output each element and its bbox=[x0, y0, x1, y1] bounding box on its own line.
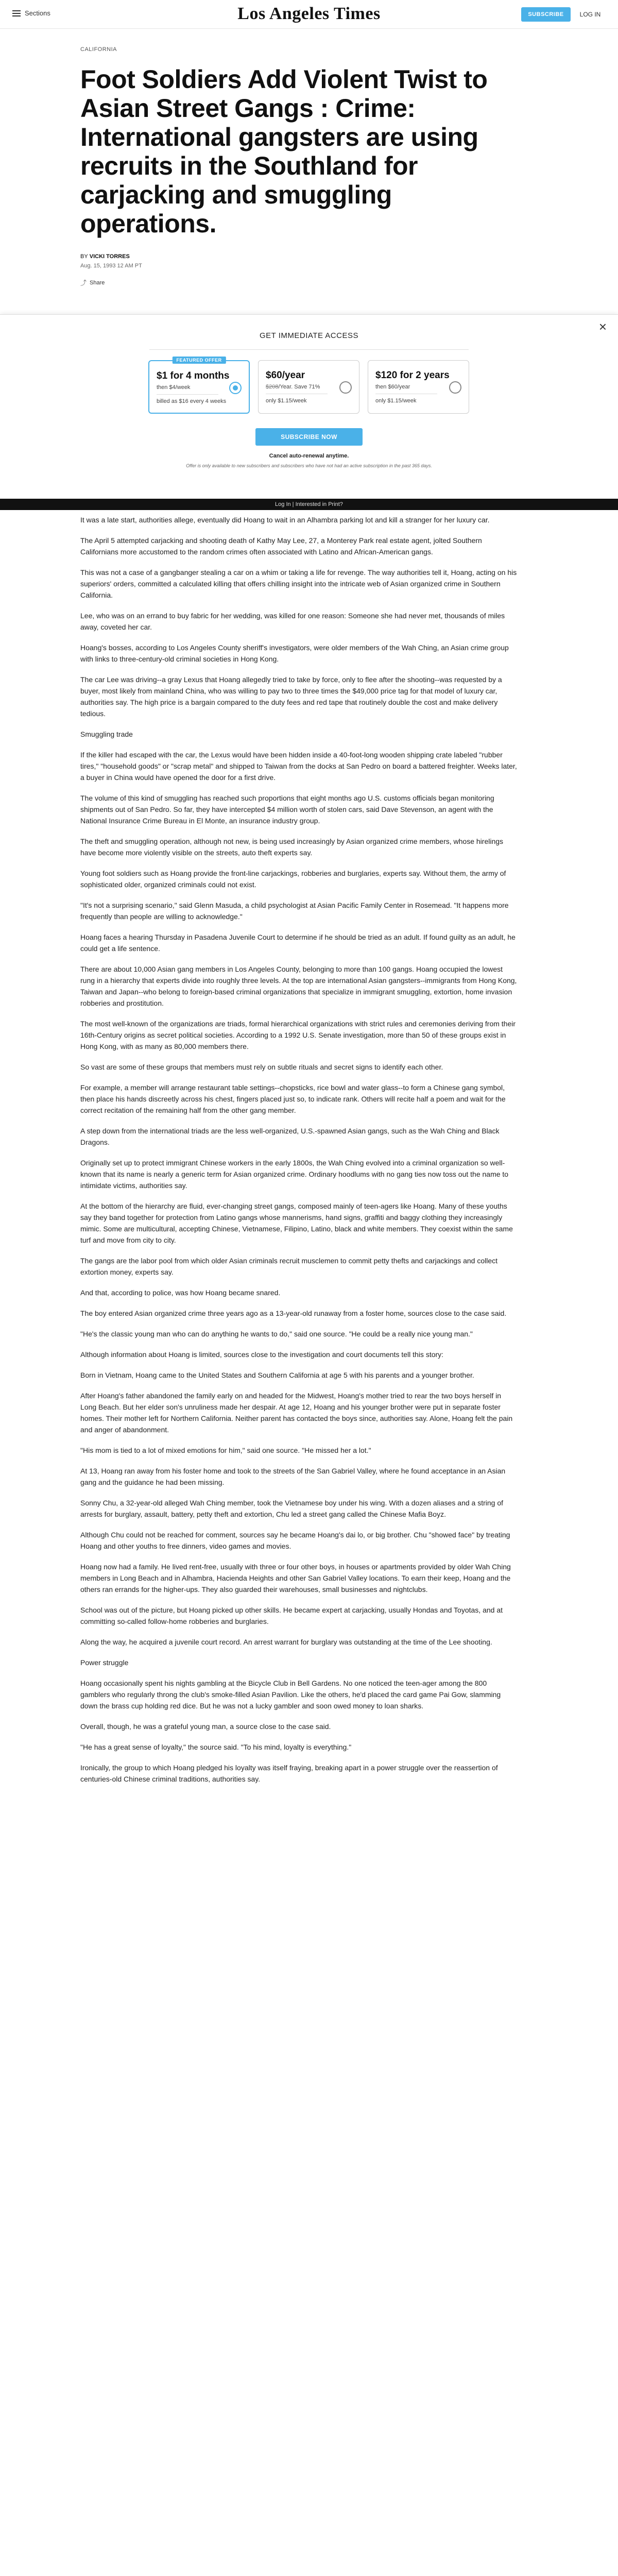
article-paragraph: If the killer had escaped with the car, the Lexus would have been hidden inside a 40-foot-long wooden shipping crate labeled "rubber tires," "household goods" or "scrap metal" and shipped to Taiwan from the docks at San Pedro on board a battered freighter. Weeks later, a buyer in China would have opened the door for a first drive. bbox=[80, 751, 517, 782]
plan-divider bbox=[157, 394, 218, 395]
subscription-modal bbox=[0, 314, 618, 503]
article-paragraph: It was a late start, authorities allege, eventually did Hoang to wait in an Alhambra parking lot and kill a stranger for her luxury car. bbox=[80, 516, 490, 524]
article-paragraph: Hoang's bosses, according to Los Angeles County sheriff's investigators, were older members of the Wah Ching, an Asian crime group with links to three-century-old criminal societies in Hong Kong. bbox=[80, 643, 509, 663]
article-paragraph: Overall, though, he was a grateful young man, a source close to the case said. bbox=[80, 1722, 331, 1731]
article-paragraph: Lee, who was on an errand to buy fabric for her wedding, was killed for one reason: Someone she had never met, thousands of miles away, coveted her car. bbox=[80, 612, 505, 631]
featured-badge: FEATURED OFFER bbox=[172, 357, 226, 364]
article-paragraph: The volume of this kind of smuggling has reached such proportions that eight months ago U.S. customs officials began monitoring shipments out of San Pedro. So far, they have intercepted $4 million worth of stolen cars, said Dave Stevenson, an agent with the National Insurance Crime Bureau in El Monte, an insurance industry group. bbox=[80, 794, 494, 825]
plan-original-price: $208 bbox=[266, 384, 279, 390]
plan-radio[interactable] bbox=[449, 381, 461, 394]
article-paragraph: The gangs are the labor pool from which older Asian criminals recruit musclemen to commit petty thefts and carjackings and collect extortion money, experts say. bbox=[80, 1257, 498, 1276]
publish-date: Aug. 15, 1993 12 AM PT bbox=[80, 263, 142, 269]
article-paragraph: After Hoang's father abandoned the family early on and headed for the Midwest, Hoang's mother tried to rear the two boys herself in Long Beach. But her elder son's unruliness made her despair. At age 12, Hoang and his younger brother were put in separate foster homes. Their mother left for Northern California. Neither parent has contacted the boys since, authorities say. Alone, Hoang felt the pain and anger of abandonment. bbox=[80, 1392, 513, 1434]
article-paragraph: Although Chu could not be reached for comment, sources say he became Hoang's dai lo, or big brother. Chu "showed face" by treating Hoang and other youths to free dinners, video games and movies. bbox=[80, 1531, 510, 1550]
article-paragraph: Although information about Hoang is limited, sources close to the investigation and court documents tell this story: bbox=[80, 1350, 444, 1359]
plan-option-featured[interactable] bbox=[148, 360, 250, 414]
plan-billing: only $1.15/week bbox=[375, 398, 417, 404]
article-paragraph: This was not a case of a gangbanger stealing a car on a whim or taking a life for revenge. The way authorities tell it, Hoang, acting on his superiors' orders, committed a calculated killing that offers chilling insight into the intricate web of Asian organized crime in Southern California. bbox=[80, 568, 517, 599]
article-paragraph: The most well-known of the organizations are triads, formal hierarchical organizations with strict rules and ceremonies deriving from their 16th-Century origins as secret political societies. According to a 1992 U.S. Senate investigation, more than 50 of these groups exist in Hong Kong, with as many as 80,000 members there. bbox=[80, 1020, 516, 1050]
article-paragraph: The April 5 attempted carjacking and shooting death of Kathy May Lee, 27, a Monterey Park real estate agent, jolted Southern Californians more accustomed to the random crimes often associated with Latino and African-American gangs. bbox=[80, 536, 482, 556]
article-paragraph: The car Lee was driving--a gray Lexus that Hoang allegedly tried to take by force, only to flee after the shooting--was requested by a buyer, most likely from mainland China, who was willing to pay two to three times the $49,000 price tag for that model of luxury car, authorities say. The high price is a bargain compared to the duty fees and red tape that routinely double the cost and make delivery tedious. bbox=[80, 675, 502, 718]
top-navigation-bar bbox=[0, 0, 618, 29]
plan-option-two-year[interactable] bbox=[368, 360, 469, 414]
article-paragraph: Hoang occasionally spent his nights gambling at the Bicycle Club in Bell Gardens. No one noticed the teen-ager among the 800 gamblers who regularly throng the club's smoke-filled Asian Pavilion. Like the others, he'd placed the card game Pai Gow, slamming down the brass cup holding red dice. But he was not a lucky gambler and soon owed money to loan sharks. bbox=[80, 1679, 501, 1710]
section-subhead: Power struggle bbox=[80, 1658, 129, 1667]
author-link[interactable]: VICKI TORRES bbox=[89, 253, 130, 260]
article-paragraph: Ironically, the group to which Hoang pledged his loyalty was itself fraying, breaking apart in a power struggle over the reassertion of centuries-old Chinese criminal traditions, authorities say. bbox=[80, 1764, 498, 1783]
plan-billing: billed as $16 every 4 weeks bbox=[157, 398, 227, 404]
article-paragraph: Along the way, he acquired a juvenile court record. An arrest warrant for burglary was outstanding at the time of the Lee shooting. bbox=[80, 1638, 492, 1646]
section-subhead: Smuggling trade bbox=[80, 730, 133, 738]
plan-savings: /Year. Save 71% bbox=[278, 384, 320, 390]
plan-detail bbox=[266, 383, 352, 391]
plan-price: $120 for 2 years bbox=[375, 370, 450, 381]
modal-title: GET IMMEDIATE ACCESS bbox=[0, 331, 618, 350]
subscribe-now-button[interactable]: SUBSCRIBE NOW bbox=[255, 428, 363, 446]
article-paragraph: At 13, Hoang ran away from his foster home and took to the streets of the San Gabriel Valley, where he found acceptance in an Asian gang and the guidance he had been missing. bbox=[80, 1467, 506, 1486]
article-paragraph: There are about 10,000 Asian gang members in Los Angeles County, belonging to more than 100 gangs. Hoang occupied the lowest rung in a hierarchy that experts divide into roughly three levels. At the top are international Asian gangsters--immigrants from Hong Kong, Taiwan and Japan--who belong to foreign-based criminal organizations that specialize in immigrant smuggling, extortion, home invasion robberies and prostitution. bbox=[80, 965, 517, 1007]
article-paragraph: Hoang now had a family. He lived rent-free, usually with three or four other boys, in houses or apartments provided by older Wah Ching members in Long Beach and in Alhambra, Hacienda Heights and other San Gabriel Valley locations. To earn their keep, Hoang and the others ran errands for the higher-ups. They also guarded their warehouses, small businesses and nightclubs. bbox=[80, 1563, 511, 1594]
plan-radio-selected[interactable] bbox=[229, 382, 242, 394]
article-paragraph: At the bottom of the hierarchy are fluid, ever-changing street gangs, composed mainly of teen-agers like Hoang. Many of these youths say they band together for protection from Latino gangs whose mannerisms, hand signs, graffiti and baggy clothing they increasingly mimic. Some are multicultural, accepting Chinese, Vietnamese, Filipino, Latino, black and white members. They coexist within the same turf and move from city to city. bbox=[80, 1202, 513, 1244]
section-label[interactable]: CALIFORNIA bbox=[80, 46, 117, 53]
cancel-note: Cancel auto-renewal anytime. bbox=[269, 453, 349, 459]
login-button[interactable]: LOG IN bbox=[579, 11, 601, 18]
article-headline: Foot Soldiers Add Violent Twist to Asian Street Gangs : Crime: International gangsters are using recruits in the Southland for carjacking and smuggling operations. bbox=[80, 65, 488, 238]
article-paragraph: School was out of the picture, but Hoang picked up other skills. He became expert at carjacking, usually Hondas and Toyotas, and at committing so-called follow-home robberies and burglaries. bbox=[80, 1606, 503, 1625]
article-paragraph: Hoang faces a hearing Thursday in Pasadena Juvenile Court to determine if he should be tried as an adult. If found guilty as an adult, he could get a life sentence. bbox=[80, 933, 516, 953]
article-paragraph: "He has a great sense of loyalty," the source said. "To his mind, loyalty is everything." bbox=[80, 1743, 352, 1751]
login-print-bar[interactable]: Log In | Interested in Print? bbox=[0, 499, 618, 510]
plan-detail: then $4/week bbox=[157, 384, 191, 391]
article-paragraph: A step down from the international triads are the less well-organized, U.S.-spawned Asian gangs, such as the Wah Ching and Black Dragons. bbox=[80, 1127, 500, 1146]
byline-prefix: BY bbox=[80, 253, 88, 260]
byline bbox=[80, 253, 518, 260]
offer-disclaimer: Offer is only available to new subscribers and subscribers who have not had an active subscription in the past 365 days. bbox=[186, 463, 432, 468]
article-paragraph: Young foot soldiers such as Hoang provide the front-line carjackings, robberies and burglaries, experts say. Without them, the army of sophisticated older, organized criminals could not exist. bbox=[80, 869, 506, 889]
plan-option-yearly[interactable] bbox=[258, 360, 359, 414]
plan-detail: then $60/year bbox=[375, 384, 410, 390]
article-header bbox=[80, 46, 518, 287]
plan-price: $1 for 4 months bbox=[157, 370, 230, 381]
close-icon[interactable]: × bbox=[598, 319, 607, 334]
article-body bbox=[80, 514, 518, 1794]
share-button[interactable] bbox=[80, 278, 518, 287]
plan-radio[interactable] bbox=[339, 381, 352, 394]
article-paragraph: Originally set up to protect immigrant Chinese workers in the early 1800s, the Wah Ching evolved into a criminal organization so well-known that its name is nearly a generic term for Asian organized crime. Ordinary hoodlums with no gang ties now toss out the name to intimidate victims, authorities say. bbox=[80, 1159, 509, 1190]
plan-billing: only $1.15/week bbox=[266, 398, 307, 404]
plan-price: $60/year bbox=[266, 370, 305, 381]
article-paragraph: "He's the classic young man who can do anything he wants to do," said one source. "He could be a really nice young man." bbox=[80, 1330, 473, 1338]
article-paragraph: And that, according to police, was how Hoang became snared. bbox=[80, 1289, 281, 1297]
article-paragraph: Born in Vietnam, Hoang came to the United States and Southern California at age 5 with his parents and a younger brother. bbox=[80, 1371, 474, 1379]
share-label[interactable]: Share bbox=[90, 279, 105, 286]
article-paragraph: Sonny Chu, a 32-year-old alleged Wah Ching member, took the Vietnamese boy under his wing. With a dozen aliases and a string of arrests for burglary, assault, battery, petty theft and extortion, Chu led a street gang called the Chinese Mafia Boyz. bbox=[80, 1499, 504, 1518]
article-paragraph: The theft and smuggling operation, although not new, is being used increasingly by Asian organized crime members, whose hirelings have become more violently visible on the streets, auto theft experts say. bbox=[80, 837, 504, 857]
plan-options bbox=[148, 360, 470, 414]
sections-label[interactable]: Sections bbox=[25, 9, 50, 17]
article-paragraph: For example, a member will arrange restaurant table settings--chopsticks, rice bowl and water glass--to form a Chinese gang symbol, then place his hands discreetly across his chest, fingers placed just so, to indicate rank. Others will recite half a poem and wait for the correct recitation of the remaining half from the other gang member. bbox=[80, 1083, 506, 1114]
masthead-logo[interactable]: Los Angeles Times bbox=[237, 4, 381, 23]
article-paragraph: The boy entered Asian organized crime three years ago as a 13-year-old runaway from a foster home, sources close to the case said. bbox=[80, 1309, 507, 1317]
article-paragraph: So vast are some of these groups that members must rely on subtle rituals and secret signs to identify each other. bbox=[80, 1063, 443, 1071]
article-paragraph: "His mom is tied to a lot of mixed emotions for him," said one source. "He missed her a lot." bbox=[80, 1446, 371, 1454]
header-subscribe-button[interactable]: SUBSCRIBE bbox=[521, 7, 571, 22]
article-paragraph: "It's not a surprising scenario," said Glenn Masuda, a child psychologist at Asian Pacific Family Center in Rosemead. "It happens more frequently than people are willing to acknowledge." bbox=[80, 901, 509, 921]
share-icon[interactable]: ⤴ bbox=[80, 279, 87, 286]
